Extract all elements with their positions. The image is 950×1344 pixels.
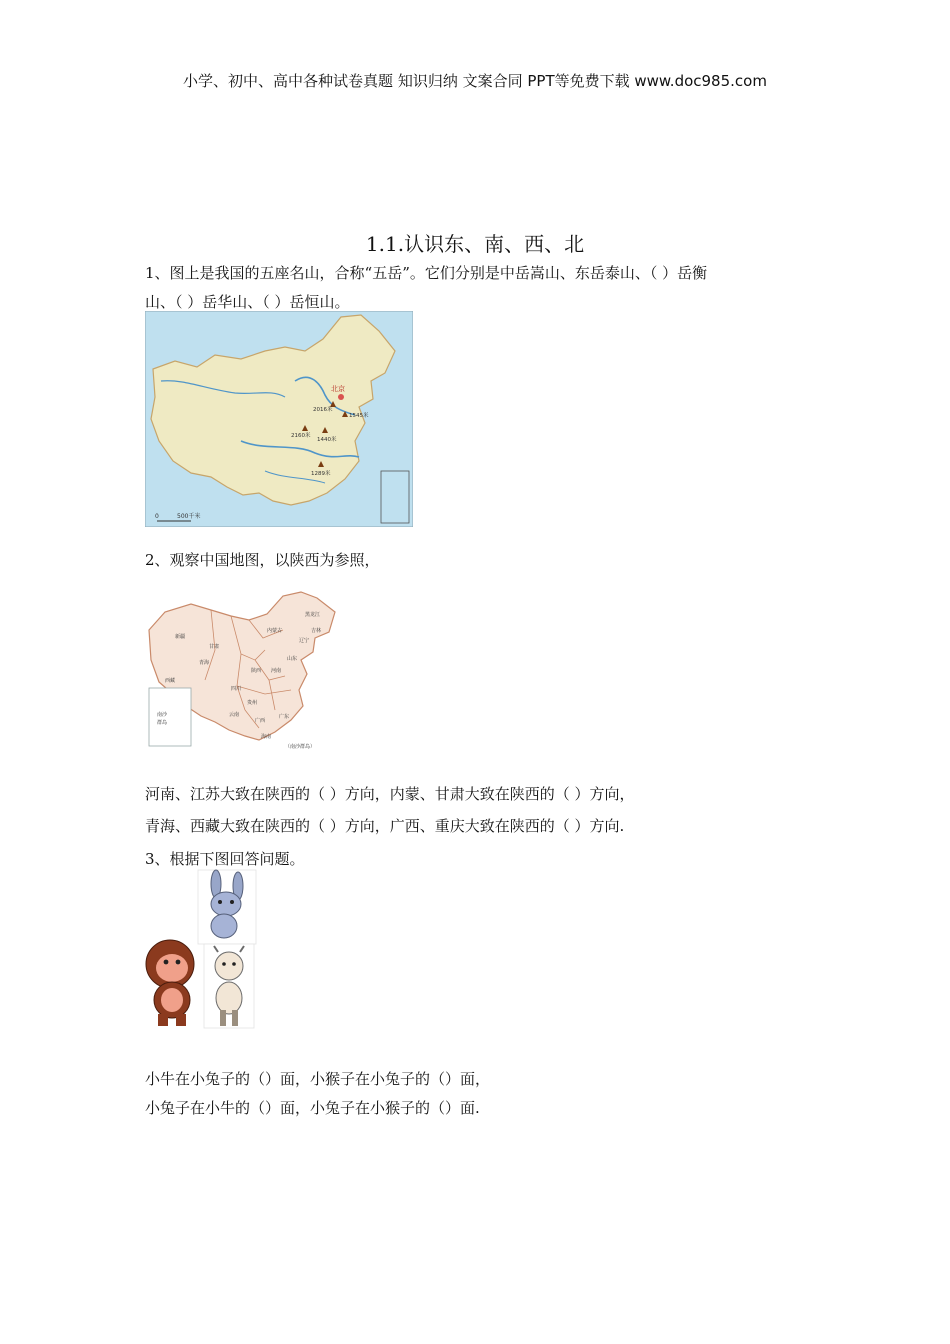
scale-label: 500千米	[177, 513, 201, 520]
map-label-nansha-2: 群岛	[157, 720, 168, 726]
map-label-guizhou: 贵州	[247, 700, 258, 706]
scale-zero: 0	[155, 513, 159, 520]
animals-illustration	[140, 868, 265, 1030]
map-label-elevation-1289: 1289米	[311, 471, 331, 477]
map-label-jilin: 吉林	[311, 628, 322, 634]
map-label-elevation-1545: 1545米	[349, 413, 369, 419]
map-label-nanhai: （南沙群岛）	[285, 744, 316, 750]
map-label-qinghai: 青海	[199, 660, 210, 666]
five-mountains-map	[145, 311, 413, 527]
china-provinces-map	[145, 590, 339, 753]
map-label-elevation-1440: 1440米	[317, 437, 337, 443]
rabbit-image	[198, 870, 256, 944]
map-label-hainan: 海南	[261, 734, 272, 740]
map-label-elevation-2016: 2016米	[313, 407, 333, 413]
question-1-line-1: 1、图上是我国的五座名山，合称“五岳”。它们分别是中岳嵩山、东岳泰山、（ ）岳衡	[145, 264, 708, 282]
map-label-elevation-2160: 2160米	[291, 433, 311, 439]
question-3-line-2: 小兔子在小牛的（）面，小兔子在小猴子的（）面.	[145, 1099, 480, 1117]
calf-image	[204, 944, 254, 1028]
map-label-shaanxi: 陕西	[251, 668, 262, 674]
map-label-guangdong: 广东	[279, 714, 290, 720]
map-label-liaoning: 辽宁	[299, 638, 310, 644]
monkey-image	[146, 940, 194, 1026]
question-3-line-1: 小牛在小兔子的（）面，小猴子在小兔子的（）面，	[145, 1070, 491, 1088]
map-label-beijing: 北京	[331, 385, 345, 393]
question-2-line-1: 河南、江苏大致在陕西的（ ）方向，内蒙、甘肃大致在陕西的（ ）方向，	[145, 785, 635, 803]
page-title: 1.1.认识东、南、西、北	[365, 232, 585, 256]
map-label-heilongjiang: 黑龙江	[305, 612, 321, 618]
site-header: 小学、初中、高中各种试卷真题 知识归纳 文案合同 PPT等免费下载 www.doc985.com	[183, 72, 767, 90]
map-label-yunnan: 云南	[229, 712, 240, 718]
map-label-xizang: 西藏	[165, 678, 176, 684]
map-label-shandong: 山东	[287, 656, 298, 662]
question-2-intro: 2、观察中国地图，以陕西为参照，	[145, 551, 380, 569]
map-label-guangxi: 广西	[255, 718, 266, 724]
question-1-line-2: 山、（ ）岳华山、（ ）岳恒山。	[145, 293, 350, 311]
question-2-line-2: 青海、西藏大致在陕西的（ ）方向，广西、重庆大致在陕西的（ ）方向.	[145, 817, 625, 835]
map-label-nansha-1: 南沙	[157, 712, 168, 718]
map-label-xinjiang: 新疆	[175, 634, 186, 640]
question-3-intro: 3、根据下图回答问题。	[145, 850, 305, 868]
map-label-gansu: 甘肃	[209, 644, 220, 650]
map-label-neimenggu: 内蒙古	[267, 628, 283, 634]
map-label-sichuan: 四川	[231, 686, 242, 692]
map-label-henan: 河南	[271, 668, 282, 674]
